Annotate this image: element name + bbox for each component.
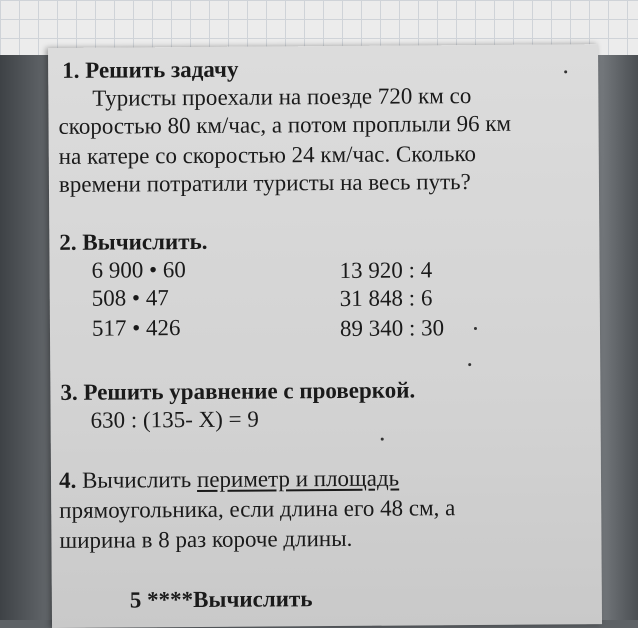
task3-heading: 3. Решить уравнение с проверкой.	[60, 377, 416, 405]
task2-expr-left-2: 508 • 47	[91, 285, 169, 311]
task4-line-1	[59, 466, 399, 494]
task4-line-2: прямоугольника, если длина его 48 см, а	[59, 495, 456, 523]
task2-expr-right-2: 31 848 : 6	[339, 285, 433, 311]
task2-expr-left-1: 6 900 • 60	[91, 257, 186, 283]
task4-line-3: ширина в 8 раз короче длины.	[59, 525, 353, 553]
stray-mark	[381, 438, 384, 441]
task2-expr-right-3: 89 340 : 30	[339, 315, 445, 341]
task2-expr-left-3: 517 • 426	[91, 315, 181, 341]
task5-heading: 5 ****Вычислить	[129, 586, 313, 613]
task4-underlined: периметр и площадь	[196, 465, 400, 492]
task1-line-1: Туристы проехали на поезде 720 км со	[92, 83, 472, 111]
worksheet	[48, 44, 602, 628]
task1-line-3: на катере со скоростью 24 км/час. Сколько	[58, 141, 477, 169]
background-right	[596, 55, 638, 620]
task4-lead: Вычислить	[81, 467, 192, 493]
stray-mark	[468, 363, 471, 366]
task4-number: 4.	[58, 467, 77, 493]
task2-expr-right-1: 13 920 : 4	[339, 257, 433, 283]
stray-mark	[564, 70, 567, 73]
task3-equation: 630 : (135- X) = 9	[90, 406, 259, 433]
task2-heading: 2. Вычислить.	[59, 228, 208, 255]
task1-line-2: скоростью 80 км/час, а потом проплыли 96 км	[58, 110, 512, 139]
task1-line-4: времени потратили туристы на весь путь?	[58, 169, 471, 197]
task1-heading: 1. Решить задачу	[62, 56, 239, 83]
stray-mark	[474, 327, 477, 330]
